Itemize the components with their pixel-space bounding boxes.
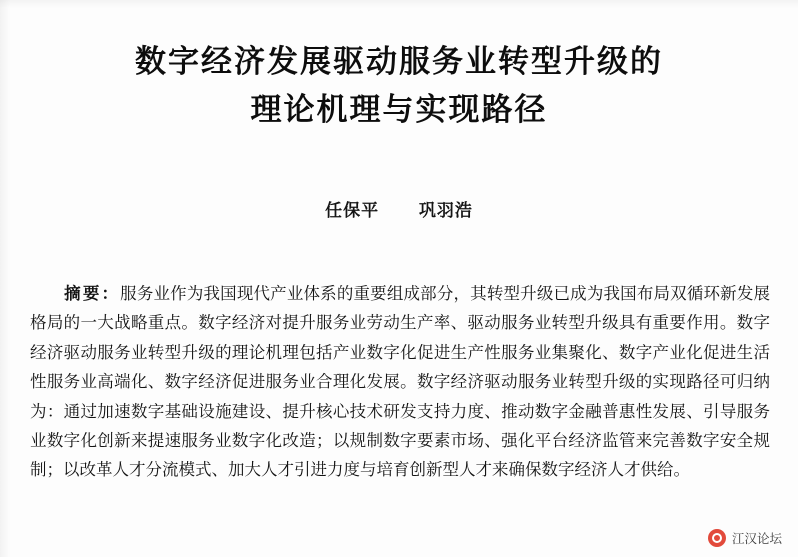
title-line-1: 数字经济发展驱动服务业转型升级的 [135, 44, 663, 80]
author-second: 巩羽浩 [418, 201, 473, 222]
page-title [0, 0, 798, 134]
circle-logo-icon [708, 529, 726, 547]
author-first: 任保平 [325, 201, 380, 222]
abstract-block [30, 279, 770, 485]
publication-badge-label: 江汉论坛 [731, 532, 782, 546]
abstract-body: 服务业作为我国现代产业体系的重要组成部分，其转型升级已成为我国布局双循环新发展格局的一大战略重点。数字经济对提升服务业劳动生产率、驱动服务业转型升级具有重要作用。数字经济驱动服务业转型升级的理论机理包括产业数字化促进生产性服务业集聚化、数字产业化促进生活性服务业高端化、数字经济促进服务业合理化发展。数字经济驱动服务业转型升级的实现路径可归纳为：通过加速数字基础设施建设、提升核心技术研发支持力度、推动数字金融普惠性发展、引导服务业数字化创新来提速服务业数字化改造；以规制数字要素市场、强化平台经济监管来完善数字安全规制；以改革人才分流模式、加大人才引进力度与培育创新型人才来确保数字经济人才供给。 [30, 284, 771, 480]
title-line-2: 理论机理与实现路径 [250, 92, 548, 129]
author-byline [0, 196, 798, 221]
publication-badge[interactable] [708, 529, 782, 547]
abstract-label: 摘要： [64, 284, 121, 304]
